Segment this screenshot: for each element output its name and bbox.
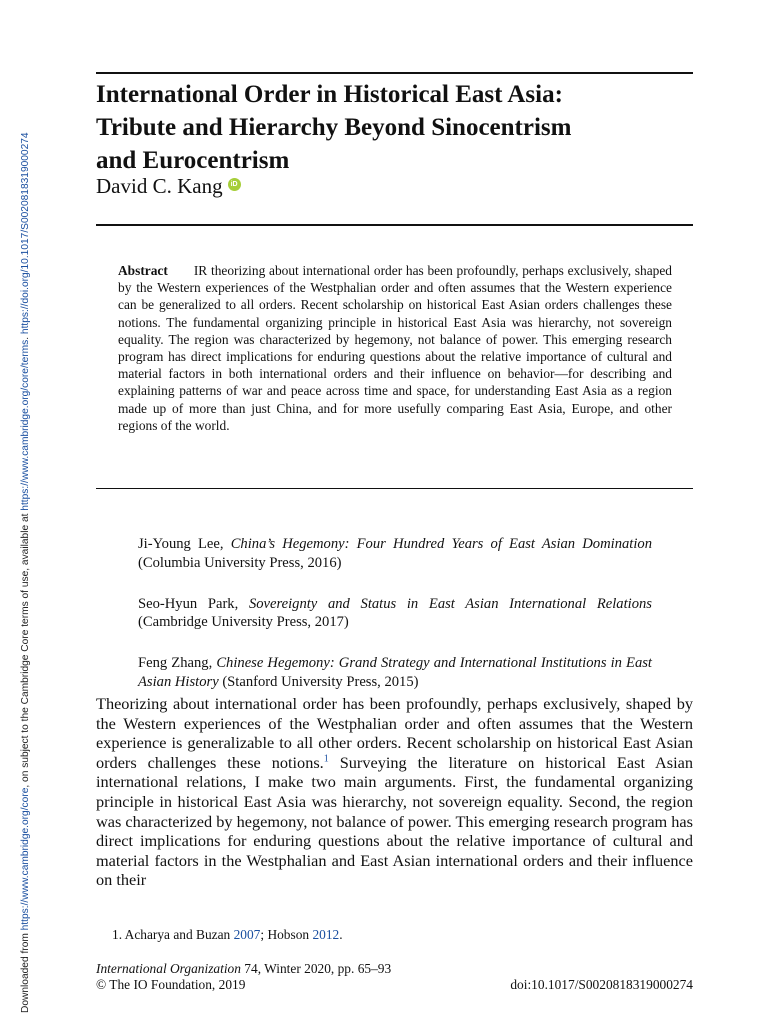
review-author: Ji-Young Lee,	[138, 536, 231, 552]
orcid-icon[interactable]: iD	[228, 178, 241, 191]
footnote-text-mid: ; Hobson	[260, 927, 313, 942]
review-book-title: China’s Hegemony: Four Hundred Years of East Asian Domination	[230, 536, 652, 552]
article-title	[96, 78, 696, 177]
abstract-label: Abstract	[118, 263, 168, 278]
review-book-title: Chinese Hegemony: Grand Strategy and International Institutions in East Asian History	[138, 655, 652, 690]
download-prefix: Downloaded from	[20, 930, 31, 1013]
review-item	[138, 595, 652, 632]
author-name: David C. Kang	[96, 174, 223, 198]
abstract-text: IR theorizing about international order has been profoundly, perhaps exclusively, shaped by the Western experiences of the Westphalian order and often assumes that the Western experience can be generalized to all orders. Recent scholarship on historical East Asian orders challenges these notions. The fundamental organizing principle in historical East Asia was hierarchy, not sovereign equality. The region was characterized by hegemony, not balance of power. This emerging research program has direct implications for enduring questions about the relative importance of cultural and material factors in both international orders and their influence on behavior—for describing and explaining patterns of war and peace across time and space, for understanding East Asia as a region made up of more than just China, and for more usefully comparing East Asia, Europe, and other regions of the world.	[118, 263, 672, 433]
doi-link[interactable]: https://doi.org/10.1017/S0020818319000274	[20, 132, 31, 335]
top-rule	[96, 72, 693, 74]
review-author: Seo-Hyun Park,	[138, 595, 249, 612]
review-book-title: Sovereignty and Status in East Asian International Relations	[248, 595, 652, 612]
download-sidebar	[2, 0, 38, 1024]
separator: .	[20, 334, 31, 340]
abstract-bottom-rule	[96, 488, 693, 489]
citation-link-acharya[interactable]: 2007	[233, 927, 261, 942]
review-item	[138, 654, 652, 691]
journal-info	[96, 960, 391, 977]
copyright: © The IO Foundation, 2019	[96, 977, 246, 992]
reviewed-books	[138, 535, 652, 714]
terms-text: , on subject to the Cambridge Core terms of use, available at	[20, 510, 31, 788]
body-text-part-1: Theorizing about international order has been profoundly, perhaps exclusively, shaped by the Western experiences of the Westphalian order and often assumes that the Western experience is generalizable to all other orders. Recent scholarship on historical East Asian orders challenges these notions.	[96, 694, 693, 772]
footnote	[112, 926, 343, 943]
review-publisher: (Stanford University Press, 2015)	[218, 673, 419, 690]
abstract-top-rule	[96, 224, 693, 226]
terms-link[interactable]: https://www.cambridge.org/core/terms	[20, 339, 31, 511]
title-line-3: and Eurocentrism	[96, 147, 290, 174]
abstract	[118, 262, 672, 434]
review-publisher: (Columbia University Press, 2016)	[138, 554, 342, 571]
journal-name: International Organization	[96, 961, 241, 976]
review-author: Feng Zhang,	[138, 655, 217, 671]
journal-issue: 74, Winter 2020, pp. 65–93	[240, 961, 392, 976]
footnote-text: 1. Acharya and Buzan	[112, 927, 234, 942]
author-line	[96, 173, 241, 199]
cambridge-core-link[interactable]: https://www.cambridge.org/core	[20, 787, 31, 931]
body-text-part-2: Surveying the literature on historical East Asian international relations, I make two main arguments. First, the fundamental organizing principle in historical East Asia was hierarchy, not sovereign equality. Second, the region was characterized by hegemony, not balance of power. This emerging research program has direct implications for enduring questions about the relative importance of cultural and material factors in the Westphalian and East Asian international orders and their influence on their	[96, 752, 694, 890]
footnote-reference-link[interactable]: 1	[323, 753, 329, 765]
review-publisher: (Cambridge University Press, 2017)	[138, 614, 349, 630]
download-notice	[20, 132, 31, 1013]
footnote-end: .	[339, 927, 343, 942]
review-item	[138, 535, 652, 572]
title-line-1: International Order in Historical East Asia:	[96, 81, 563, 108]
citation-link-hobson[interactable]: 2012	[312, 927, 340, 942]
doi-text: doi:10.1017/S0020818319000274	[510, 977, 693, 992]
title-line-2: Tribute and Hierarchy Beyond Sinocentrism	[96, 114, 572, 141]
body-paragraph	[96, 694, 693, 890]
